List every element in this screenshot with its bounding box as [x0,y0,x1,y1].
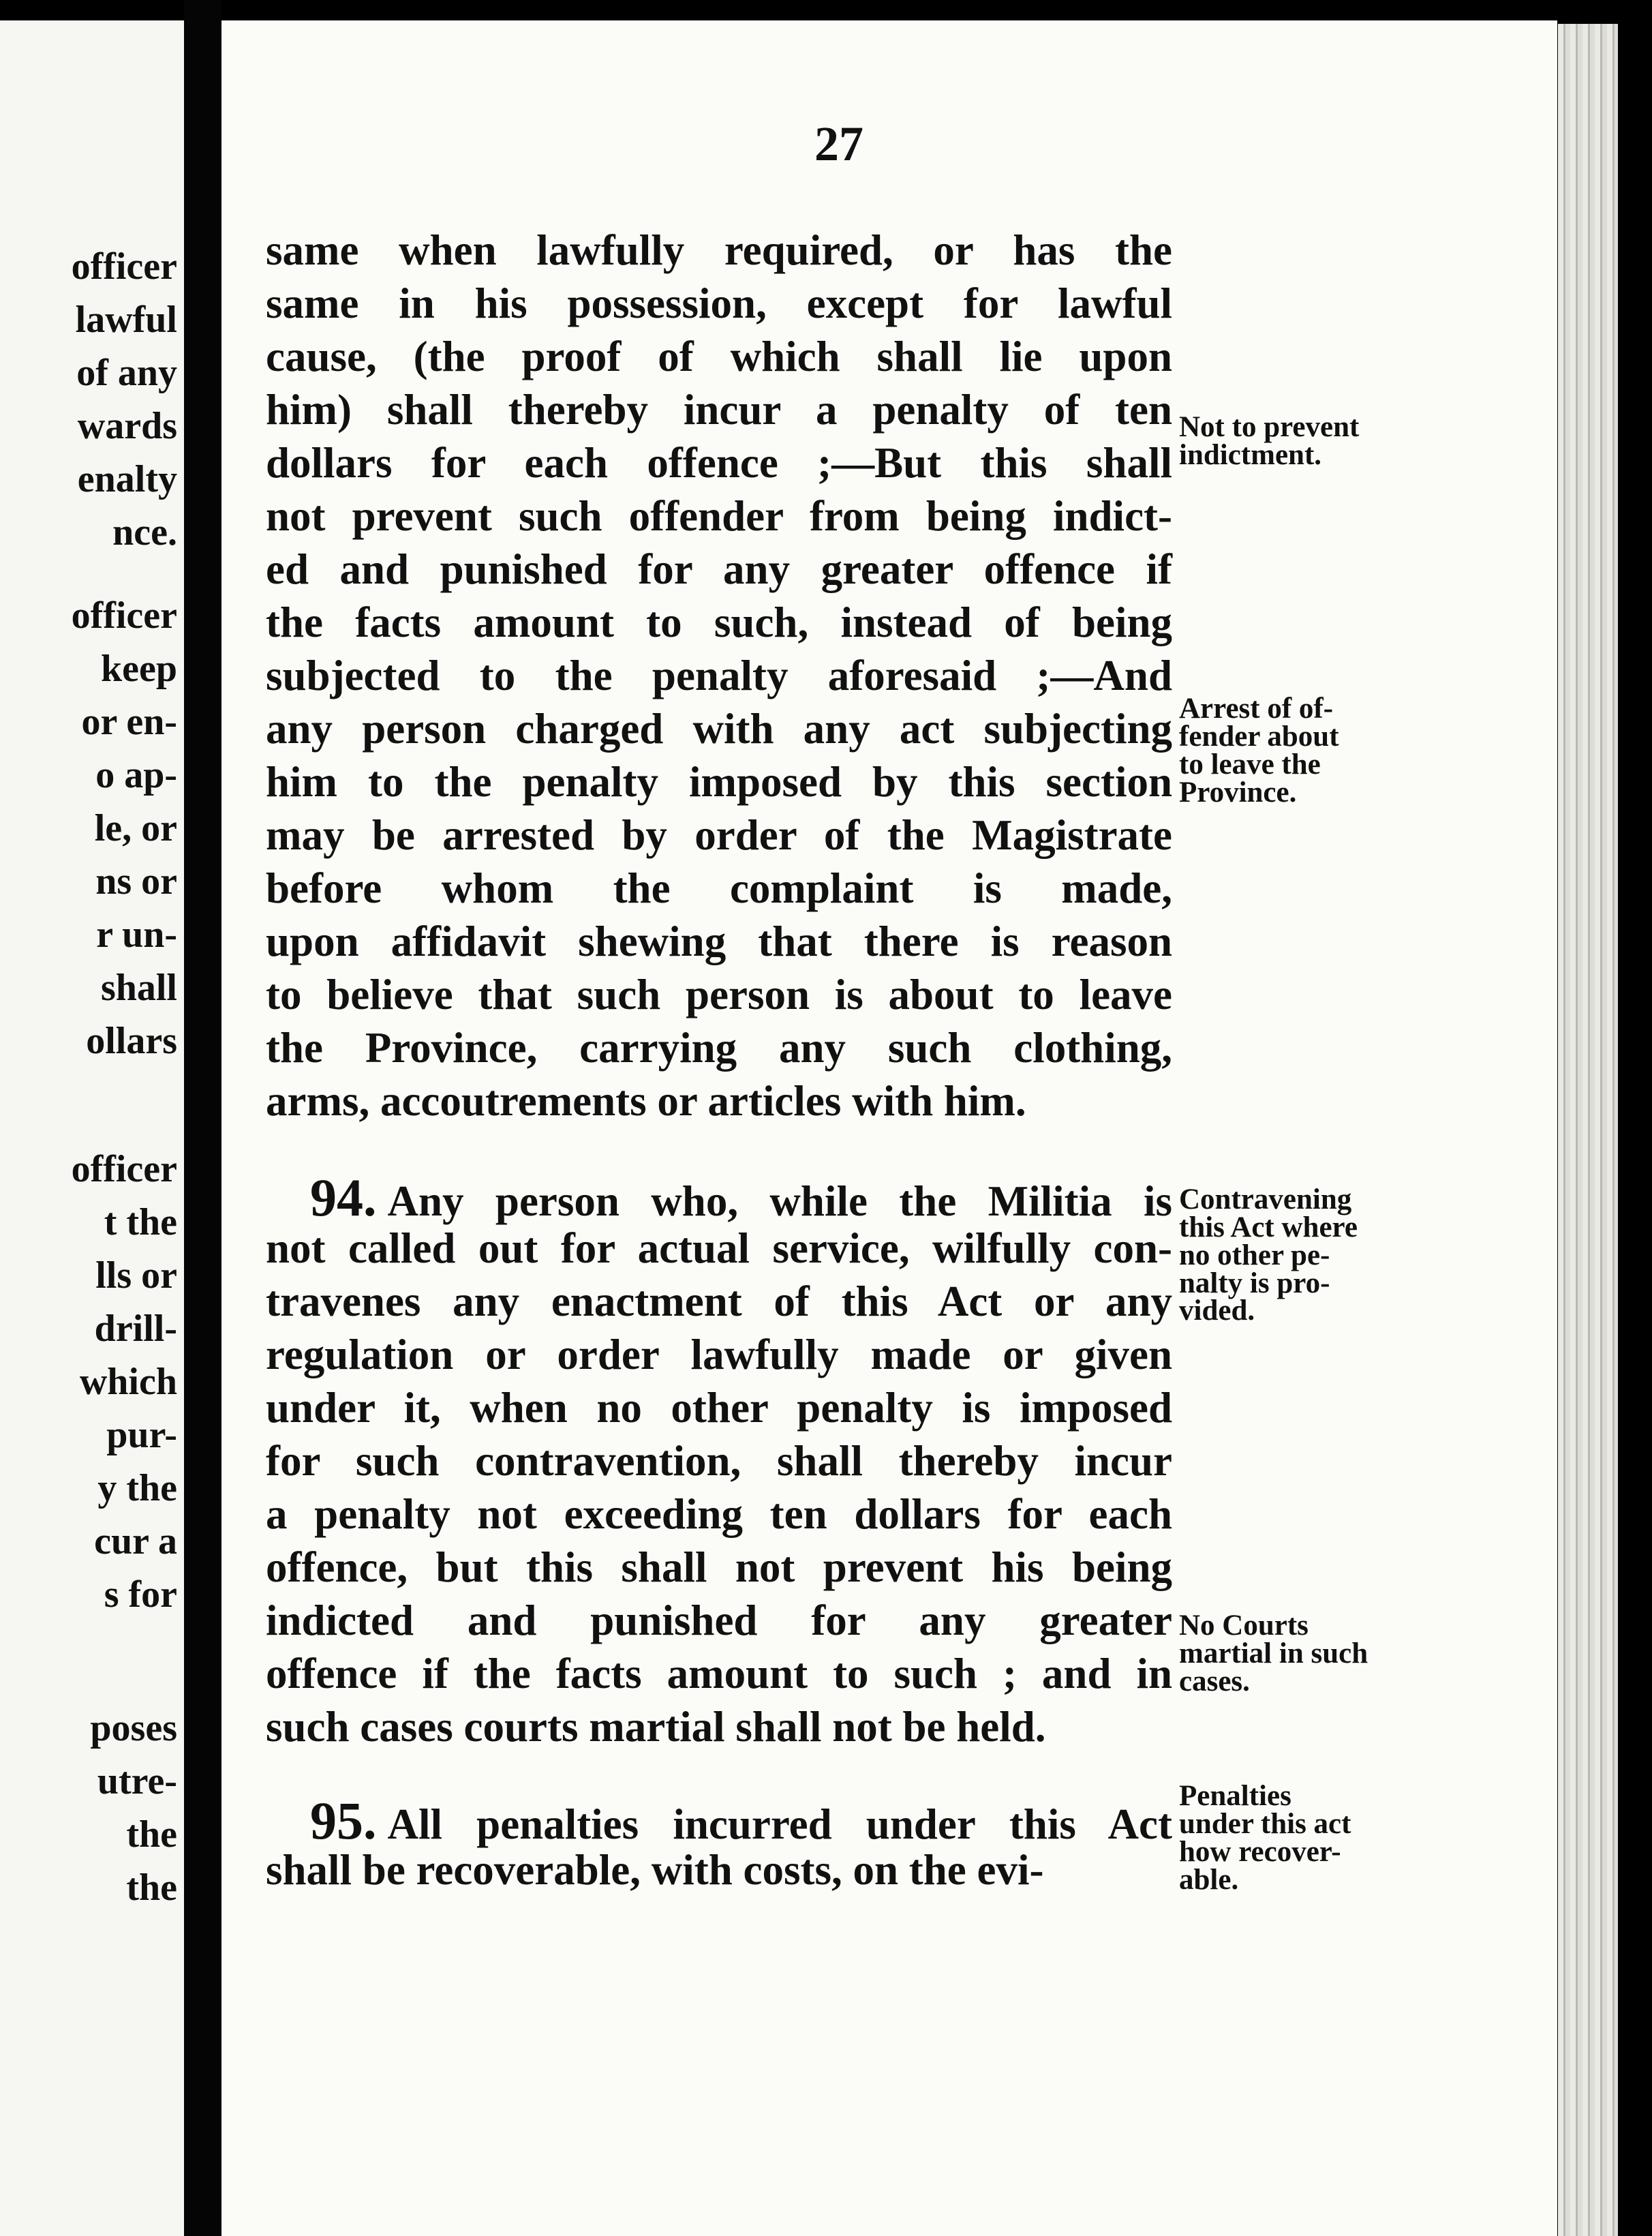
left-page-text: wards [77,405,177,447]
body-line: regulation or order lawfully made or given [266,1331,1172,1378]
left-page-text: pur- [106,1414,177,1456]
left-page-text: ollars [86,1020,177,1062]
margin-note: Arrest of of- fender about to leave the Province. [1179,693,1339,809]
left-page-fragment [0,20,184,2236]
left-page-text: which [79,1361,177,1403]
left-page-text: or en- [81,701,177,743]
left-page-text: s for [104,1573,177,1616]
margin-note: Contravening this Act where no other pe- nalty is pro- vided. [1179,1183,1358,1327]
body-line: to believe that such person is about to leave [266,971,1172,1018]
body-line: dollars for each offence ;—But this shall [266,439,1172,487]
body-line: may be arrested by order of the Magistrate [266,811,1172,859]
left-page-text: keep [101,648,177,690]
body-line: offence if the facts amount to such ; and in [266,1650,1172,1697]
body-line: upon affidavit shewing that there is reason [266,918,1172,965]
margin-note: No Courts martial in such cases. [1179,1610,1368,1697]
left-page-text: utre- [97,1760,177,1802]
left-page-text: officer [71,245,177,288]
body-line: the facts amount to such, instead of being [266,599,1172,646]
page-number: 27 [814,117,863,171]
section-95-first-line [266,1791,1172,1850]
body-line: before whom the complaint is made, [266,864,1172,912]
body-line: subjected to the penalty aforesaid ;—And [266,652,1172,699]
left-page-text: o ap- [95,754,177,796]
left-page-text: le, or [94,807,177,849]
left-page-text: enalty [77,458,177,500]
body-line: cause, (the proof of which shall lie upon [266,333,1172,380]
body-line: Any person who, while the Militia is [387,1177,1172,1225]
body-line: him) shall thereby incur a penalty of ten [266,386,1172,434]
left-page-text: poses [90,1707,177,1749]
body-line: such cases courts martial shall not be held. [266,1703,1046,1751]
left-page-text: officer [71,594,177,637]
body-line: All penalties incurred under this Act [387,1800,1172,1848]
body-line: offence, but this shall not prevent his being [266,1543,1172,1591]
scan-border [1618,0,1652,2236]
body-line: him to the penalty imposed by this section [266,758,1172,806]
left-page-text: t the [104,1201,177,1243]
left-page-text: lls or [95,1254,177,1297]
left-page-text: ns or [95,860,177,903]
margin-note: Penalties under this act how recover- able. [1179,1780,1351,1896]
left-page-text: the [126,1813,177,1856]
book-gutter [184,0,221,2236]
body-line: the Province, carrying any such clothing, [266,1024,1172,1072]
left-page-text: nce. [112,511,177,554]
left-page-text: cur a [94,1520,177,1562]
left-page-text: drill- [94,1308,177,1350]
body-line: ed and punished for any greater offence if [266,545,1172,593]
left-page-text: shall [100,967,177,1009]
left-page-text: y the [97,1467,177,1509]
body-line: a penalty not exceeding ten dollars for each [266,1490,1172,1538]
left-page-text: lawful [75,299,177,341]
section-number: 94. [310,1168,377,1227]
body-line: indicted and punished for any greater [266,1597,1172,1644]
body-line: arms, accoutrements or articles with him. [266,1077,1026,1125]
margin-note: Not to prevent indictment. [1179,411,1360,471]
body-line: for such contravention, shall thereby incur [266,1437,1172,1485]
body-line: not prevent such offender from being indict- [266,492,1172,540]
left-page-text: r un- [96,913,177,956]
body-line: travenes any enactment of this Act or any [266,1278,1172,1325]
body-line: same in his possession, except for lawful [266,280,1172,327]
body-line: any person charged with any act subjecting [266,705,1172,753]
left-page-text: the [126,1867,177,1909]
page-edge [1558,24,1618,2236]
left-page-text: officer [71,1148,177,1190]
left-page-text: of any [76,352,177,394]
section-number: 95. [310,1791,377,1850]
section-94-first-line [266,1168,1172,1227]
body-line: same when lawfully required, or has the [266,226,1172,274]
body-line: not called out for actual service, wilfully con- [266,1224,1172,1272]
body-line: shall be recoverable, with costs, on the evi- [266,1846,1044,1894]
body-line: under it, when no other penalty is imposed [266,1384,1172,1432]
